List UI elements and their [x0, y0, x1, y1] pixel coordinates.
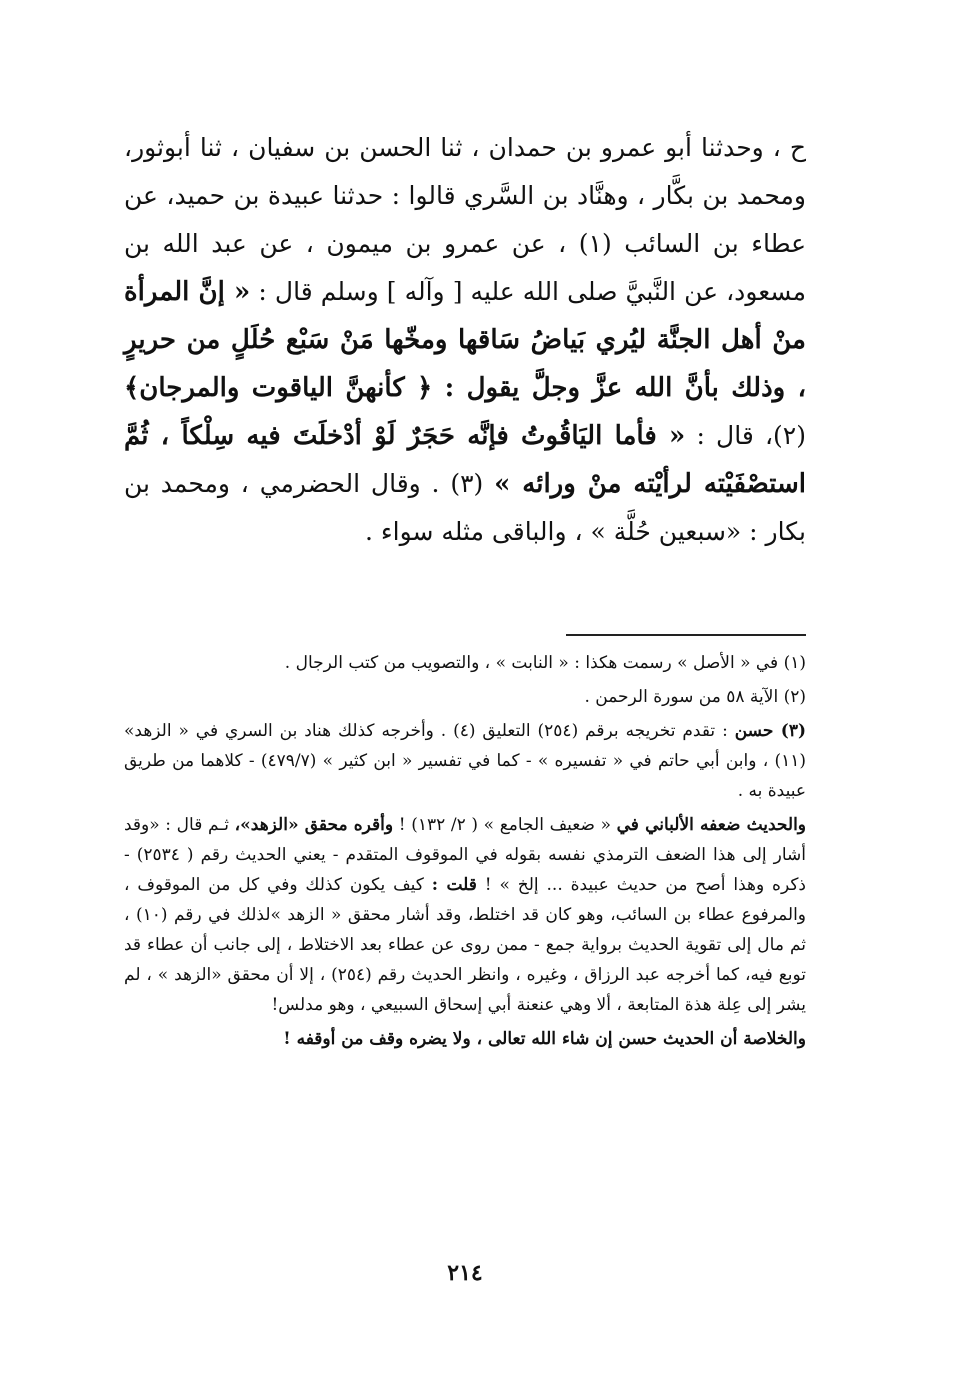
- qultu-label: قلت :: [431, 875, 477, 895]
- isnad-paragraph: [124, 124, 806, 556]
- footnotes: [124, 648, 806, 1058]
- page-number: ٢١٤: [447, 1260, 483, 1286]
- commentary-end: كيف يكون كذلك وفي كل من الموقوف ، والمرفوع عطاء بن السائب، وهو كان قد اختلط، وقد أشار محقق « الزهد »لذلك في رقم (١٠) ، ثم مال إلى تقوية الحديث برواية جمع - ممن روى عن عطاء بعد الاختلاط ، إلى جانب أن عطاء قد توبع فيه، كما أخرجه عبد الرزاق ، وغيره ، وانظر الحديث رقم (٢٥٤) ، إلا أن محقق «الزهد » ، لم يشر إلى عِلة هذة المتابعة ، ألا وهي عنعنة أبي إسحاق السبيعي ، وهو مدلس!: [124, 875, 807, 1015]
- narration-tail: (٣) . وقال الحضرمي ، ومحمد بن بكار : «سبعين حُلَّة » ، والباقى مثله سواء .: [124, 469, 806, 546]
- footnote-3: [124, 716, 806, 806]
- footnote-3-grade: (٣) حسن: [734, 721, 806, 741]
- commentary: [124, 810, 806, 1020]
- footnote-2: (٢) الآية ٥٨ من سورة الرحمن .: [584, 687, 806, 707]
- commentary-bold-a: والحديث ضعفه الألباني في: [616, 815, 807, 835]
- hadith-text: « إنَّ المرأة منْ أهل الجنَّة ليُري بَياضُ سَاقها ومخّها مَنْ سَبْع حُلَلٍ من حريرٍ ، وذلك بأنَّ الله عزَّ وجلَّ يقول : ﴿ كأنهنَّ الياقوت والمرجان﴾: [124, 277, 806, 403]
- footnote-1: (١) في « الأصل » رسمت هكذا : « النابت » ، والتصويب من كتب الرجال .: [284, 653, 806, 673]
- main-text: [124, 124, 806, 556]
- commentary-rest: ثـم قال : «وقد أشار إلى هذا الضعف الترمذي نفسه بقوله في الموقوف المتقدم - يعني الحديث رقم ( ٢٥٣٤) - ذكره وهذا أصح من حديث عبيدة ... إلخ » !: [124, 815, 806, 895]
- commentary-bold-b: وأقره محقق «الزهد»،: [234, 815, 394, 835]
- footnote-ref-2: (٢): [773, 421, 806, 450]
- conclusion: [124, 1024, 806, 1054]
- conclusion-text: والخلاصة أن الحديث حسن إن شاء الله تعالى ، ولا يضره وقف من أوقفه !: [283, 1029, 806, 1049]
- commentary-plain: « ضعيف الجامع » ( ٢/ ١٣٢) !: [393, 815, 617, 835]
- qal-text: ، قال :: [685, 421, 774, 450]
- footnote-divider: [566, 634, 806, 636]
- footnote-3-text: : تقدم تخريجه برقم (٢٥٤) التعليق (٤) . وأخرجه كذلك هناد بن السري في « الزهد» (١١) ، وابن أبي حاتم في « تفسيره » - كما في تفسير « ابن كثير » (٤٧٩/٧) - كلاهما من طريق عبيدة به .: [124, 721, 806, 801]
- hadith-continuation: « فأما اليَاقُوتُ فإنَّه حَجَرٌ لَوْ أدْخلَتَ فيه سِلْكاً ، ثُمَّ استصْفَيْته لرأيْته منْ ورائه »: [124, 421, 806, 499]
- book-page: [124, 124, 806, 1324]
- isnad-text: ح ، وحدثنا أبو عمرو بن حمدان ، ثنا الحسن بن سفيان ، ثنا أبوثور، ومحمد بن بكَّار ، وهنَّاد بن السَّري قالوا : حدثنا عبيدة بن حميد، عن عطاء بن السائب (١) ، عن عمرو بن ميمون ، عن عبد الله بن مسعود، عن النَّبيَّ صلى الله عليه [ وآله ] وسلم قال :: [124, 133, 806, 306]
